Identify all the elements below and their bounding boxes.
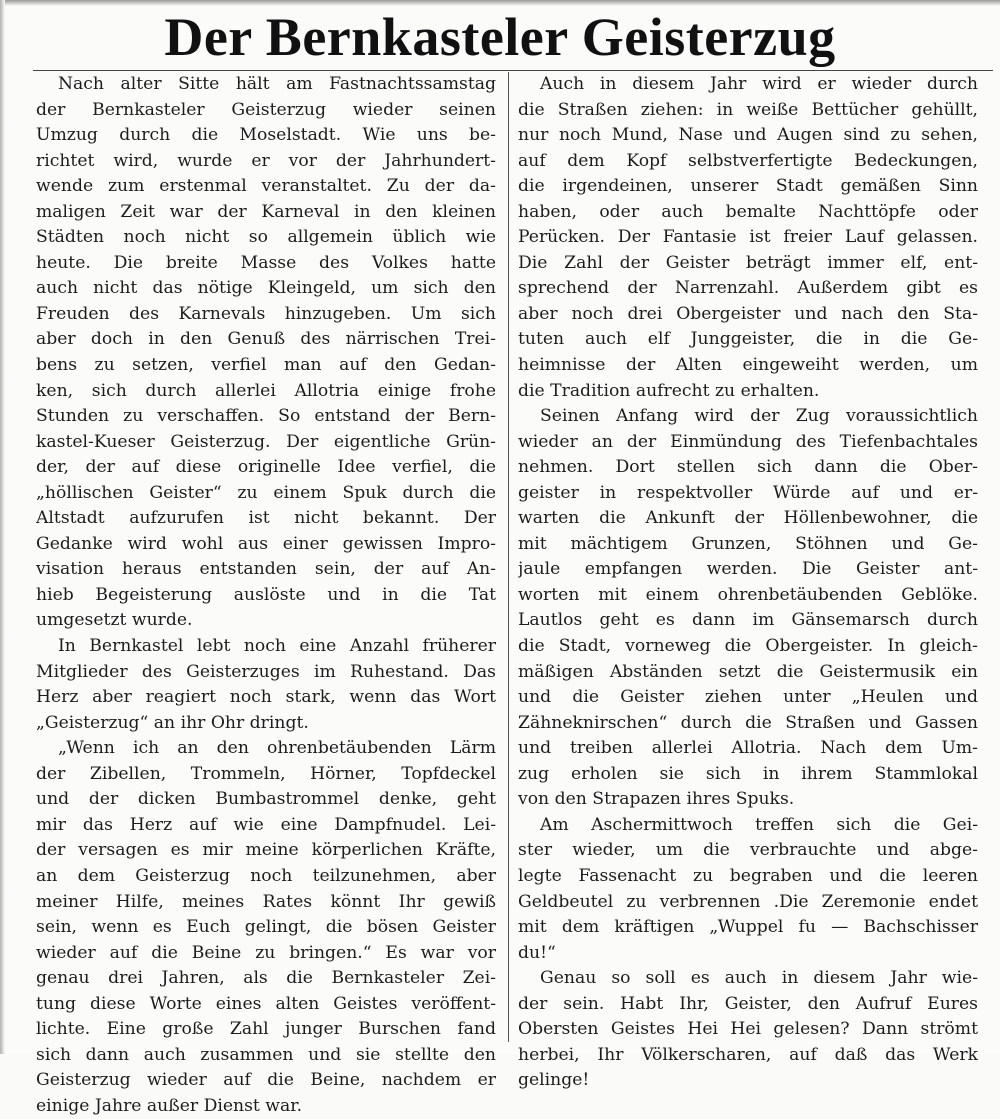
text-line: Umzug durch die Moselstadt. Wie uns be-	[36, 125, 496, 146]
text-line: „höllischen Geister“ zu einem Spuk durch die	[36, 482, 496, 503]
text-line: Am Aschermittwoch treffen sich die Gei-	[540, 814, 978, 835]
text-line: Geldbeutel zu verbrennen .Die Zeremonie endet	[518, 891, 978, 912]
text-line: sein, wenn es Euch gelingt, die bösen Geister	[36, 917, 496, 938]
text-line: zug erholen sie sich in ihrem Stammlokal	[518, 763, 978, 784]
article-headline: Der Bernkasteler Geisterzug	[164, 7, 836, 67]
scan-shadow-left	[0, 0, 5, 1054]
text-line: ster wieder, um die verbrauchte und abge-	[518, 840, 978, 861]
text-line: meiner Hilfe, meines Rates könnt Ihr gewiß	[36, 891, 496, 912]
text-line: haben, oder auch bemalte Nachttöpfe oder	[518, 201, 978, 222]
text-line: geister in respektvoller Würde auf und er-	[518, 482, 978, 503]
text-line: wieder auf die Beine zu bringen.“ Es war vor	[36, 942, 496, 963]
text-line: aber doch in den Genuß des närrischen Trei-	[36, 329, 496, 350]
text-line: Geisterzug wieder auf die Beine, nachdem er	[36, 1070, 496, 1091]
text-line: mit mächtigem Grunzen, Stöhnen und Ge-	[518, 533, 978, 554]
text-line: heimnisse der Alten eingeweiht werden, um	[518, 355, 978, 376]
text-line: jaule empfangen werden. Die Geister ant-	[518, 559, 978, 580]
text-line: einige Jahre außer Dienst war.	[36, 1095, 303, 1116]
text-line: umgesetzt wurde.	[36, 610, 193, 631]
text-line: der versagen es mir meine körperlichen Kräfte,	[36, 840, 496, 861]
text-line: Seinen Anfang wird der Zug voraussichtlich	[540, 406, 978, 427]
text-line: nehmen. Dort stellen sich dann die Ober-	[518, 457, 978, 478]
text-line: sprechend der Narrenzahl. Außerdem gibt es	[518, 278, 978, 299]
text-line: Gedanke wird wohl aus einer gewissen Impro-	[36, 533, 496, 554]
text-line: sich dann auch zusammen und sie stellte den	[36, 1044, 496, 1065]
text-line: richtet wird, wurde er vor der Jahrhundert-	[36, 150, 496, 171]
text-line: von den Strapazen ihres Spuks.	[518, 789, 795, 810]
text-line: warten die Ankunft der Höllenbewohner, die	[518, 508, 978, 529]
headline-rule	[33, 70, 993, 71]
text-line: Zähneknirschen“ durch die Straßen und Gassen	[518, 712, 978, 733]
article-column-left	[36, 72, 496, 1119]
text-line: hieb Begeisterung auslöste und in die Tat	[36, 584, 496, 605]
text-line: und die Geister ziehen unter „Heulen und	[518, 687, 978, 708]
text-line: visation heraus entstanden sein, der auf An-	[36, 559, 496, 580]
text-line: mit dem kräftigen „Wuppel fu — Bachschisser	[518, 917, 978, 938]
text-line: Lautlos geht es dann im Gänsemarsch durch	[518, 610, 978, 631]
text-line: du!“	[518, 942, 556, 963]
text-line: aber noch drei Obergeister und nach den Sta-	[518, 303, 978, 324]
text-line: Genau so soll es auch in diesem Jahr wie-	[540, 968, 978, 989]
text-line: „Geisterzug“ an ihr Ohr dringt.	[36, 712, 309, 733]
text-line: Auch in diesem Jahr wird er wieder durch	[540, 74, 978, 94]
text-line: Die Zahl der Geister beträgt immer elf, ent-	[518, 252, 978, 273]
text-line: ken, sich durch allerlei Allotria einige frohe	[36, 380, 496, 401]
text-line: auch nicht das nötige Kleingeld, um sich den	[36, 278, 496, 299]
text-line: In Bernkastel lebt noch eine Anzahl früherer	[58, 636, 496, 657]
text-line: maligen Zeit war der Karneval in den kleinen	[36, 201, 496, 222]
text-line: legte Fassenacht zu begraben und die leeren	[518, 865, 978, 886]
text-line: genau drei Jahren, als die Bernkasteler Zei-	[36, 968, 496, 989]
text-line: die Straßen ziehen: in weiße Bettücher gehüllt,	[518, 99, 978, 120]
text-line: die irgendeinen, unserer Stadt gemäßen Sinn	[518, 176, 978, 197]
text-line: tung diese Worte eines alten Geistes veröffent-	[36, 993, 496, 1014]
text-line: nur noch Mund, Nase und Augen sind zu sehen,	[518, 125, 978, 146]
text-line: an dem Geisterzug noch teilzunehmen, aber	[36, 865, 496, 886]
text-line: Herz aber reagiert noch stark, wenn das Wort	[36, 687, 496, 708]
text-line: der Zibellen, Trommeln, Hörner, Topfdeckel	[36, 763, 496, 784]
text-line: gelinge!	[518, 1070, 590, 1091]
text-line: herbei, Ihr Völkerscharen, auf daß das Werk	[518, 1044, 978, 1065]
text-line: wieder an der Einmündung des Tiefenbachtales	[518, 431, 978, 452]
article-column-right	[518, 72, 978, 1094]
column-divider	[508, 72, 509, 1042]
text-line: Städten noch nicht so allgemein üblich wie	[36, 227, 496, 248]
text-line: Obersten Geistes Hei Hei gelesen? Dann strömt	[518, 1019, 978, 1040]
text-line: und der dicken Bumbastrommel denke, geht	[36, 789, 496, 810]
text-line: lichte. Eine große Zahl junger Burschen fand	[36, 1019, 496, 1040]
text-line: worten mit einem ohrenbetäubenden Geblöke.	[518, 584, 978, 605]
text-line: wende zum erstenmal veranstaltet. Zu der da-	[36, 176, 496, 197]
text-line: die Tradition aufrecht zu erhalten.	[518, 380, 820, 401]
text-line: die Stadt, vorneweg die Obergeister. In gleich-	[518, 636, 978, 657]
text-line: auf dem Kopf selbstverfertigte Bedeckungen,	[518, 150, 978, 171]
text-line: Freuden des Karnevals hinzugeben. Um sich	[36, 303, 496, 324]
text-line: Stunden zu verschaffen. So entstand der Bern-	[36, 406, 496, 427]
text-line: mir das Herz auf wie eine Dampfnudel. Lei-	[36, 814, 496, 835]
text-line: tuten auch elf Junggeister, die in die Ge-	[518, 329, 978, 350]
text-line: Mitglieder des Geisterzuges im Ruhestand. Das	[36, 661, 496, 682]
text-line: heute. Die breite Masse des Volkes hatte	[36, 252, 496, 273]
text-line: „Wenn ich an den ohrenbetäubenden Lärm	[58, 738, 496, 759]
text-line: der sein. Habt Ihr, Geister, den Aufruf Eures	[518, 993, 978, 1014]
text-line: Nach alter Sitte hält am Fastnachtssamstag	[58, 74, 496, 94]
text-line: und treiben allerlei Allotria. Nach dem Um-	[518, 738, 978, 759]
text-line: der, der auf diese originelle Idee verfiel, die	[36, 457, 496, 478]
text-line: Perücken. Der Fantasie ist freier Lauf gelassen.	[518, 227, 978, 248]
text-line: mäßigen Abständen setzt die Geistermusik ein	[518, 661, 978, 682]
text-line: Altstadt aufzurufen ist nicht bekannt. Der	[36, 508, 496, 529]
text-line: bens zu setzen, verfiel man auf den Gedan-	[36, 355, 496, 376]
text-line: der Bernkasteler Geisterzug wieder seinen	[36, 99, 496, 120]
text-line: kastel-Kueser Geisterzug. Der eigentliche Grün-	[36, 431, 496, 452]
